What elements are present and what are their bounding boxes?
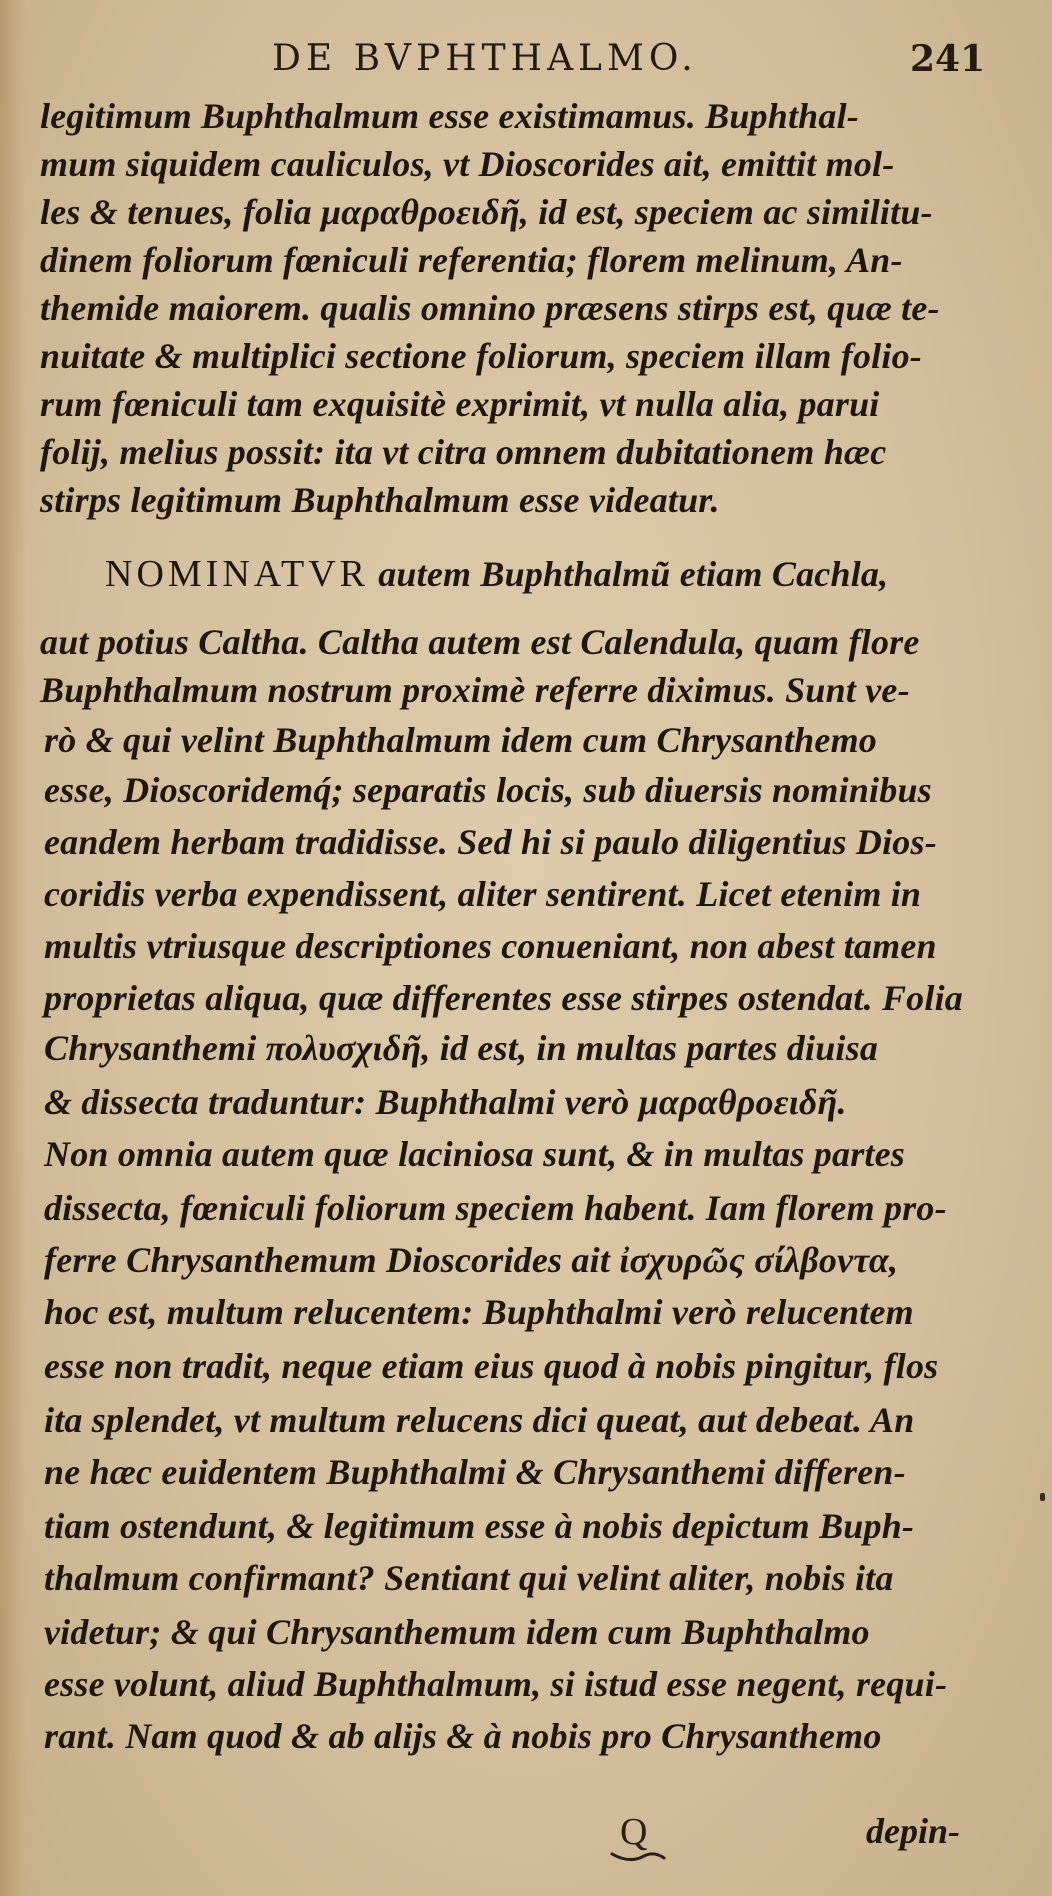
margin-dot-icon: [1040, 1493, 1045, 1501]
text-line: mum siquidem cauliculos, vt Dioscorides ait, emittit mol-: [40, 144, 895, 184]
text-line: aut potius Caltha. Caltha autem est Calendula, quam flore: [40, 622, 920, 662]
text-line: stirps legitimum Buphthalmum esse videatur.: [40, 480, 720, 520]
text-line: Non omnia autem quæ laciniosa sunt, & in multas partes: [44, 1134, 906, 1174]
text-line: eandem herbam tradidisse. Sed hi si paulo diligentius Dios-: [44, 822, 937, 862]
page-footer: [0, 1810, 1052, 1870]
text-line: coridis verba expendissent, aliter sentirent. Licet etenim in: [44, 874, 922, 914]
text-line: dissecta, fœniculi foliorum speciem habent. Iam florem pro-: [44, 1188, 947, 1228]
text-line: esse volunt, aliud Buphthalmum, si istud esse negent, requi-: [44, 1664, 948, 1704]
text-line: autem Buphthalmũ etiam Cachla,: [378, 554, 889, 594]
text-line: multis vtriusque descriptiones conueniant, non abest tamen: [44, 926, 937, 966]
text-line: proprietas aliqua, quæ differentes esse stirpes ostendat. Folia: [44, 978, 963, 1018]
text-line: esse non tradit, neque etiam eius quod à nobis pingitur, flos: [44, 1346, 939, 1386]
catchword: depin-: [866, 1811, 960, 1851]
page-number: 241: [910, 38, 986, 80]
text-line: esse, Dioscoridemq́; separatis locis, sub diuersis nominibus: [44, 770, 932, 810]
text-line: les & tenues, folia μαραθροειδῆ, id est, speciem ac similitu-: [40, 192, 933, 232]
text-line: legitimum Buphthalmum esse existimamus. Buphthal-: [40, 96, 859, 136]
nominatur-caps: NOMINATVR: [105, 553, 369, 595]
text-line: folij, melius possit: ita vt citra omnem dubitationem hæc: [40, 432, 887, 472]
text-line: dinem foliorum fœniculi referentia; florem melinum, An-: [40, 240, 903, 280]
text-line: rant. Nam quod & ab alijs & à nobis pro Chrysanthemo: [44, 1716, 882, 1756]
text-line: thalmum confirmant? Sentiant qui velint aliter, nobis ita: [44, 1558, 894, 1598]
text-line: ferre Chrysanthemum Dioscorides ait ἰσχυρῶς σίλβοντα,: [44, 1240, 899, 1280]
text-line: themide maiorem. qualis omnino præsens stirps est, quæ te-: [40, 288, 940, 328]
running-title: DE BVPHTHALMO.: [272, 38, 698, 79]
text-line: nuitate & multiplici sectione foliorum, speciem illam folio-: [40, 336, 922, 376]
text-line: ita splendet, vt multum relucens dici queat, aut debeat. An: [44, 1400, 915, 1440]
text-line: videtur; & qui Chrysanthemum idem cum Buphthalmo: [44, 1612, 870, 1652]
text-line: & dissecta traduntur: Buphthalmi verò μαραθροειδῆ.: [44, 1082, 847, 1122]
text-line: ne hæc euidentem Buphthalmi & Chrysanthemi differen-: [44, 1452, 906, 1492]
signature-mark: Q: [620, 1811, 648, 1853]
page-header: [0, 38, 1052, 88]
signature-swash-icon: [610, 1850, 666, 1864]
text-line: Buphthalmum nostrum proximè referre diximus. Sunt ve-: [40, 670, 910, 710]
text-line: tiam ostendunt, & legitimum esse à nobis depictum Buph-: [44, 1506, 915, 1546]
text-line: hoc est, multum relucentem: Buphthalmi verò relucentem: [44, 1292, 914, 1332]
text-line: rò & qui velint Buphthalmum idem cum Chrysanthemo: [44, 720, 877, 760]
text-line: Chrysanthemi πολυσχιδῆ, id est, in multas partes diuisa: [44, 1028, 879, 1068]
paragraph-start-line: [105, 550, 888, 598]
text-line: rum fœniculi tam exquisitè exprimit, vt nulla alia, parui: [40, 384, 880, 424]
